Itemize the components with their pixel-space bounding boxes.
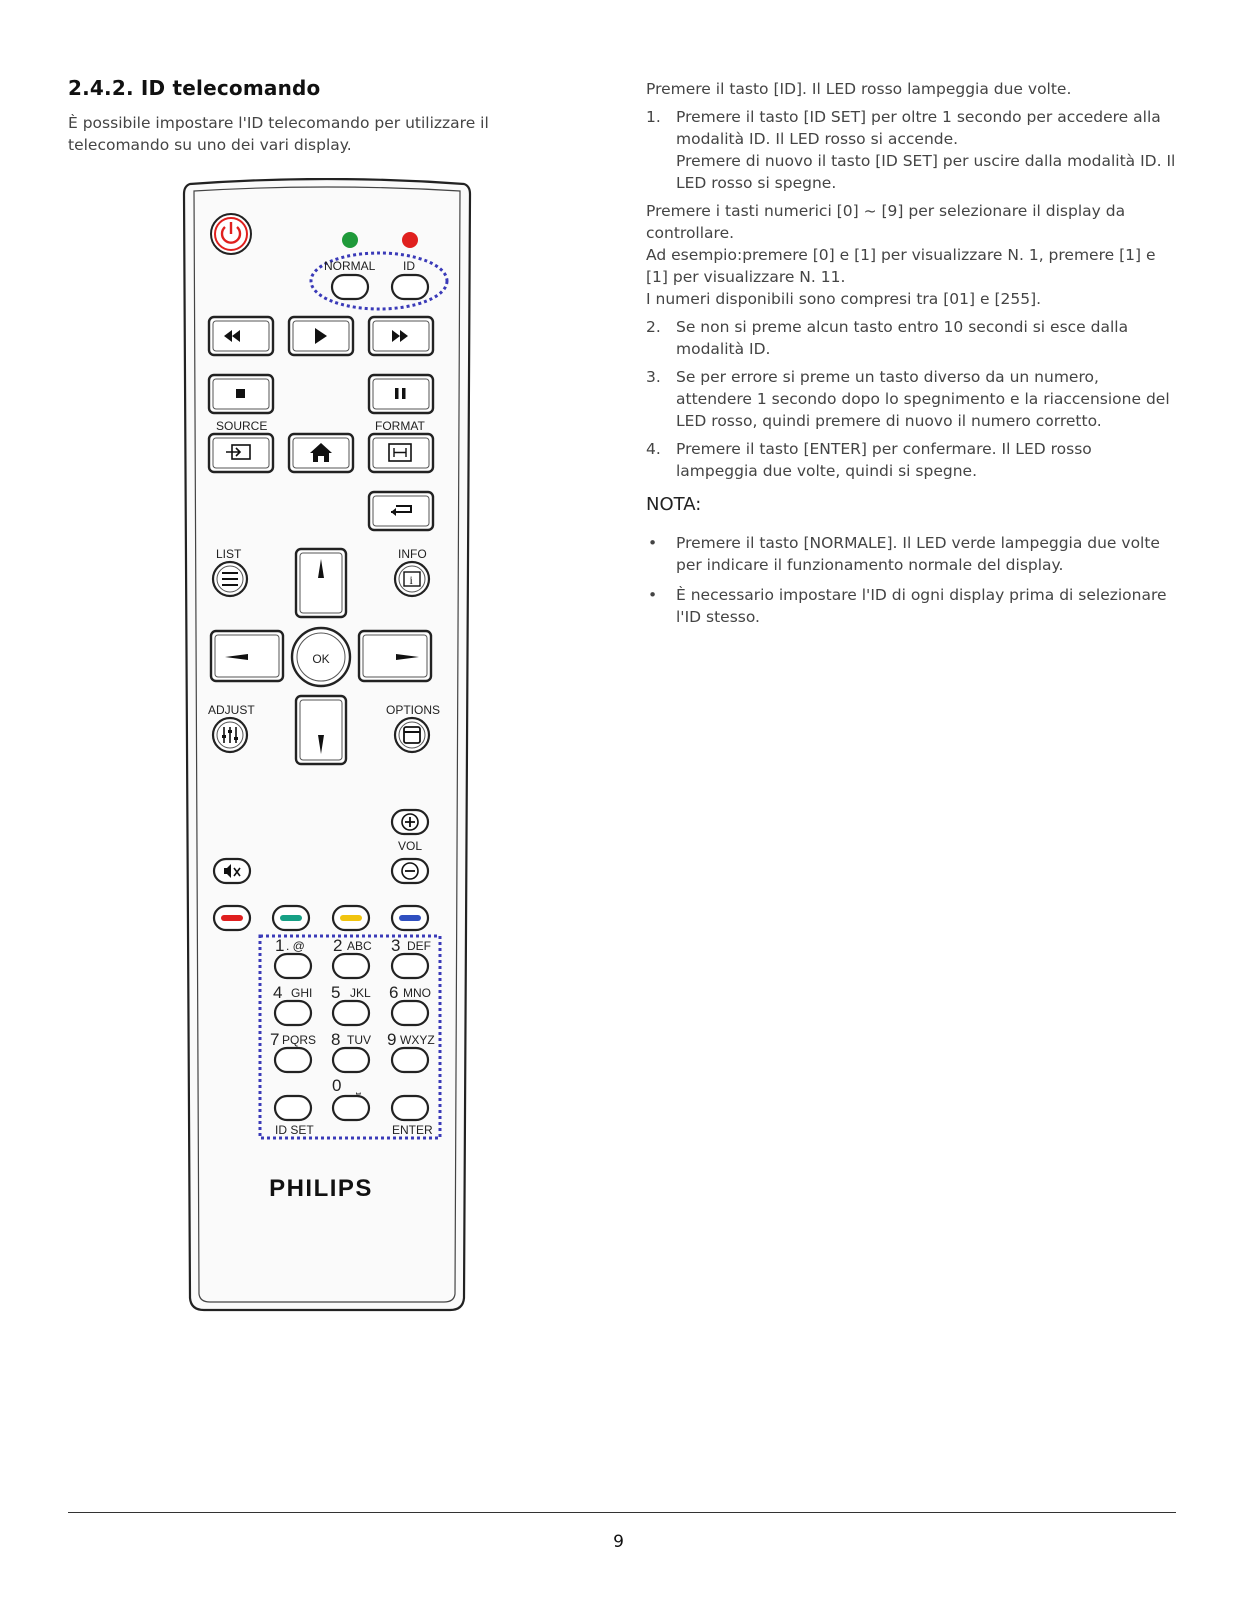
stop-button[interactable]	[209, 375, 273, 413]
home-button[interactable]	[289, 434, 353, 472]
svg-text:8: 8	[331, 1030, 341, 1049]
id-set-label: ID SET	[275, 1123, 314, 1137]
brand-logo: PHILIPS	[269, 1175, 373, 1202]
down-arrow-button[interactable]	[296, 696, 346, 764]
svg-text:0: 0	[332, 1076, 342, 1095]
green-color-button[interactable]	[273, 906, 309, 930]
format-button[interactable]	[369, 434, 433, 472]
left-column	[68, 76, 568, 156]
normal-label: NORMAL	[324, 259, 376, 273]
enter-label: ENTER	[392, 1123, 433, 1137]
power-button[interactable]	[211, 214, 251, 254]
section-heading: 2.4.2. ID telecomando	[68, 76, 321, 100]
lead-text: Premere il tasto [ID]. Il LED rosso lampeggia due volte.	[646, 80, 1072, 98]
key-5[interactable]	[331, 983, 371, 1025]
numeric-para-3: I numeri disponibili sono compresi tra [01] e [255].	[646, 290, 1042, 308]
section-intro: È possibile impostare l'ID telecomando per utilizzare il telecomando su uno dei vari display.	[68, 114, 489, 154]
vol-label: VOL	[398, 839, 423, 853]
fast-forward-button[interactable]	[369, 317, 433, 355]
green-led-icon	[342, 232, 358, 248]
remote-control-illustration	[180, 178, 474, 1315]
volume-up-button[interactable]	[392, 810, 428, 834]
step-4: 4. Premere il tasto [ENTER] per confermare. Il LED rosso lampeggia due volte, quindi si spegne.	[646, 440, 1092, 480]
svg-text:i: i	[409, 573, 413, 587]
info-button[interactable]	[395, 562, 429, 596]
svg-text:4: 4	[273, 983, 283, 1002]
key-8[interactable]	[331, 1030, 371, 1072]
svg-text:7: 7	[270, 1030, 280, 1049]
list-label: LIST	[216, 547, 242, 561]
mute-button[interactable]	[214, 859, 250, 883]
footer-divider	[68, 1512, 1176, 1513]
numeric-para-1: Premere i tasti numerici [0] ~ [9] per selezionare il display da controllare.	[646, 202, 1126, 242]
svg-text:. @: . @	[286, 939, 305, 953]
left-arrow-button[interactable]	[211, 631, 283, 681]
key-2[interactable]	[333, 936, 372, 978]
right-arrow-button[interactable]	[359, 631, 431, 681]
key-3[interactable]	[391, 936, 431, 978]
up-arrow-button[interactable]	[296, 549, 346, 617]
svg-text:ABC: ABC	[347, 939, 372, 953]
svg-text:PQRS: PQRS	[282, 1033, 317, 1047]
right-column	[646, 78, 1176, 636]
svg-text:JKL: JKL	[350, 986, 371, 1000]
svg-text:1: 1	[275, 936, 285, 955]
numeric-para-2: Ad esempio:premere [0] e [1] per visualizzare N. 1, premere [1] e [1] per visualizzare N. 11.	[646, 246, 1156, 286]
key-4[interactable]	[273, 983, 312, 1025]
svg-text:3: 3	[391, 936, 401, 955]
page-number: 9	[613, 1532, 624, 1552]
normal-button[interactable]	[332, 275, 368, 299]
red-led-icon	[402, 232, 418, 248]
step-3: 3. Se per errore si preme un tasto diverso da un numero, attendere 1 secondo dopo lo spegnimento e la riaccensione del LED rosso, quindi premere di nuovo il numero corretto.	[646, 368, 1170, 430]
note-item: • Premere il tasto [NORMALE]. Il LED verde lampeggia due volte per indicare il funzionamento normale del display.	[648, 534, 1160, 574]
id-button[interactable]	[392, 275, 428, 299]
id-set-button[interactable]	[275, 1096, 314, 1137]
svg-text:⎵: ⎵	[356, 1081, 361, 1095]
svg-text:DEF: DEF	[407, 939, 431, 953]
pause-button[interactable]	[369, 375, 433, 413]
svg-text:WXYZ: WXYZ	[400, 1033, 435, 1047]
play-button[interactable]	[289, 317, 353, 355]
back-button[interactable]	[369, 492, 433, 530]
id-label: ID	[403, 259, 415, 273]
source-button[interactable]	[209, 434, 273, 472]
step-1: 1. Premere il tasto [ID SET] per oltre 1 secondo per accedere alla modalità ID. Il LED rosso si accende. Premere di nuovo il tasto [ID SET] per uscire dalla modalità ID. Il LED rosso si spegne.	[646, 108, 1176, 192]
red-color-button[interactable]	[214, 906, 250, 930]
svg-text:MNO: MNO	[403, 986, 431, 1000]
step-2: 2. Se non si preme alcun tasto entro 10 secondi si esce dalla modalità ID.	[646, 318, 1129, 358]
key-6[interactable]	[389, 983, 431, 1025]
svg-text:2: 2	[333, 936, 343, 955]
note-item: • È necessario impostare l'ID di ogni display prima di selezionare l'ID stesso.	[648, 586, 1167, 626]
rewind-button[interactable]	[209, 317, 273, 355]
ok-label: OK	[312, 652, 330, 666]
svg-text:GHI: GHI	[291, 986, 313, 1000]
yellow-color-button[interactable]	[333, 906, 369, 930]
svg-text:9: 9	[387, 1030, 397, 1049]
svg-text:6: 6	[389, 983, 399, 1002]
volume-down-button[interactable]	[392, 859, 428, 883]
adjust-label: ADJUST	[208, 703, 255, 717]
svg-text:5: 5	[331, 983, 341, 1002]
svg-text:TUV: TUV	[347, 1033, 371, 1047]
options-button[interactable]	[395, 718, 429, 752]
source-label: SOURCE	[216, 419, 268, 433]
format-label: FORMAT	[375, 419, 425, 433]
list-button[interactable]	[213, 562, 247, 596]
blue-color-button[interactable]	[392, 906, 428, 930]
ok-button[interactable]	[292, 628, 350, 686]
nota-heading: NOTA:	[646, 494, 702, 515]
adjust-button[interactable]	[213, 718, 247, 752]
options-label: OPTIONS	[386, 703, 441, 717]
info-label: INFO	[398, 547, 427, 561]
